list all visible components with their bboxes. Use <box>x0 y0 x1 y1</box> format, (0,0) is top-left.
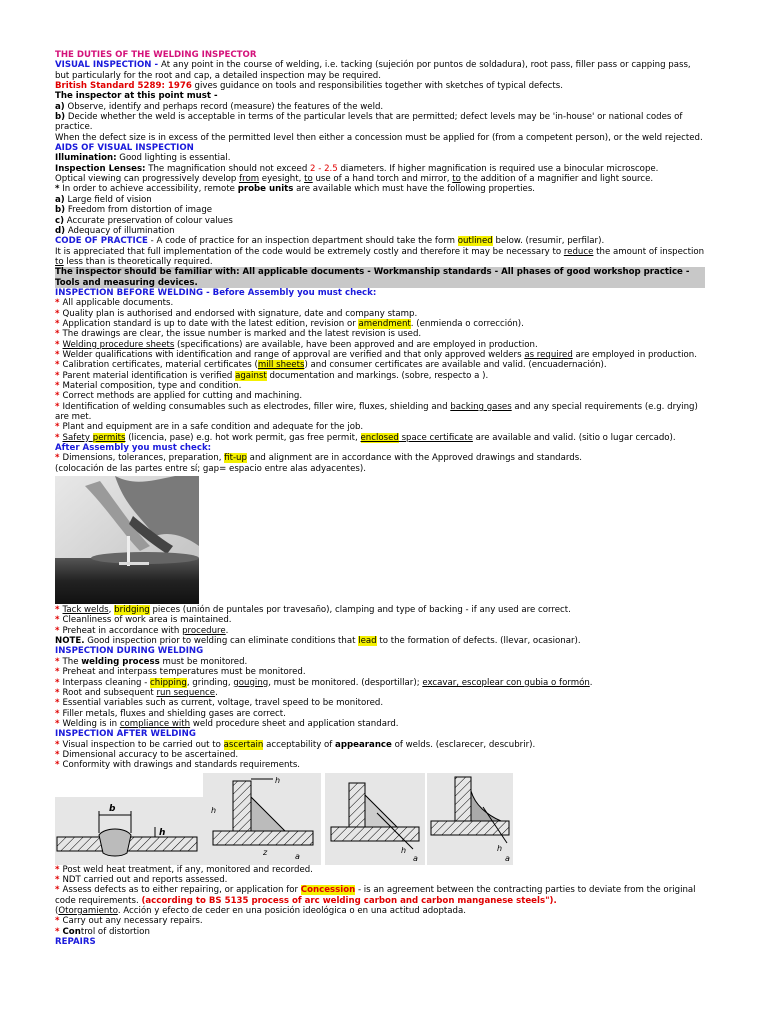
fillet-weld-figure-2 <box>325 773 425 865</box>
after-welding-item: * Carry out any necessary repairs. <box>55 916 203 927</box>
before-item: * Quality plan is authorised and endorsed with signature, date and company stamp. <box>55 308 418 319</box>
after-assembly-heading: After Assembly you must check: <box>55 443 212 454</box>
weld-dimension-figures <box>55 773 705 865</box>
fig-label-h5: h <box>497 843 503 853</box>
illumination-line: Illumination: Good lighting is essential. <box>55 153 231 164</box>
fig-label-a2: a <box>413 853 418 863</box>
property-b: b) Freedom from distortion of image <box>55 205 213 216</box>
fig-label-z: z <box>263 847 268 857</box>
document-page <box>55 50 705 947</box>
after-assembly-item: * Cleanliness of work area is maintained. <box>55 615 232 626</box>
before-item: * Material composition, type and condition. <box>55 381 242 391</box>
fig-label-h2: h <box>275 775 281 785</box>
after-welding-item: * Visual inspection to be carried out to ascertain acceptability of appearance of welds. (esclarecer, descubrir). <box>55 739 536 750</box>
before-item: * Safety permits (licencia, pase) e.g. hot work permit, gas free permit, enclosed space certificate are available and valid. (sitio o lugar cercado). <box>55 432 676 443</box>
lenses-line: Inspection Lenses: The magnification should not exceed 2 - 2.5 diameters. If higher magnification is required use a binocular microscope. <box>55 163 659 174</box>
after-welding-heading: INSPECTION AFTER WELDING <box>55 729 196 740</box>
during-item: * Preheat and interpass temperatures must be monitored. <box>55 667 306 678</box>
code-of-practice-line: CODE OF PRACTICE - A code of practice for an inspection department should take the form outlined below. (resumir, perfilar). <box>55 236 605 247</box>
after-welding-item: * Control of distortion <box>55 926 150 937</box>
before-item: * Application standard is up to date with the latest edition, revision or amendment. (enmienda o corrección). <box>55 318 524 329</box>
after-assembly-item: * Preheat in accordance with procedure. <box>55 625 229 636</box>
fillet-weld-figure-3 <box>427 773 513 865</box>
before-item: * Correct methods are applied for cutting and machining. <box>55 391 303 402</box>
fig-label-a: a <box>295 851 300 861</box>
after-welding-item: * Assess defects as to either repairing, or application for Concession - is an agreement between the contracting parties to deviate from the original code requirements. (according to BS 5135 process of arc welding carbon and carbon manganese steels"). <box>55 885 696 906</box>
familiar-with-block: The inspector should be familiar with: All applicable documents - Workmanship standards - All phases of good workshop practice - Tools and measuring devices. <box>55 267 705 288</box>
fillet-weld-figure <box>203 773 321 865</box>
code-cost-line: It is appreciated that full implementation of the code would be extremely costly and therefore it may be necessary to reduce the amount of inspection to less than is theoretically required. <box>55 246 705 267</box>
defect-size-text: When the defect size is in excess of the permitted level then either a concession must be applied for (from a competent person), or the weld rejected. <box>55 132 703 143</box>
during-welding-heading: INSPECTION DURING WELDING <box>55 646 204 657</box>
must-item-a: a) Observe, identify and perhaps record (measure) the features of the weld. <box>55 101 384 112</box>
after-welding-item: * Dimensional accuracy to be ascertained. <box>55 749 239 760</box>
during-item: * Interpass cleaning - chipping, grinding, gouging, must be monitored. (desportillar); excavar, escoplear con gubia o formón. <box>55 677 593 688</box>
before-item: * Parent material identification is verified against documentation and markings. (sobre, respecto a ). <box>55 370 489 381</box>
during-item: * Welding is in compliance with weld procedure sheet and application standard. <box>55 718 399 729</box>
visual-inspection-heading: VISUAL INSPECTION - <box>55 60 162 71</box>
before-item: * The drawings are clear, the issue number is marked and the latest revision is used. <box>55 329 422 340</box>
british-standard-line: British Standard 5289: 1976 gives guidance on tools and responsibilities together with sketches of typical defects. <box>55 81 563 92</box>
property-c: c) Accurate preservation of colour values <box>55 215 233 226</box>
during-item: * Filler metals, fluxes and shielding gases are correct. <box>55 708 286 719</box>
before-item: * Welding procedure sheets (specifications) are available, have been approved and are employed in production. <box>55 339 538 350</box>
after-welding-item: * Post weld heat treatment, if any, monitored and recorded. <box>55 864 313 875</box>
property-a: a) Large field of vision <box>55 194 152 205</box>
remote-probe-line: * In order to achieve accessibility, remote probe units are available which must have the following properties. <box>55 184 536 195</box>
visual-inspection-intro: VISUAL INSPECTION - At any point in the course of welding, i.e. tacking (sujeción por puntos de soldadura), root pass, filler pass or capping pass, but particularly for the root and cap, a detailed inspection may be required. <box>55 60 691 81</box>
repairs-heading: REPAIRS <box>55 937 96 947</box>
after-assembly-item: * Dimensions, tolerances, preparation, fit-up and alignment are in accordance with the Approved drawings and standards. <box>55 453 582 464</box>
fig-label-h3: h <box>211 805 217 815</box>
concession-definition: (Otorgamiento. Acción y efecto de ceder en una posición ideológica o en una actitud adoptada. <box>55 905 466 916</box>
fig-label-a3: a <box>505 853 510 863</box>
inspector-must-heading: The inspector at this point must - <box>55 91 218 102</box>
british-standard-label: British Standard 5289: 1976 <box>55 81 192 92</box>
before-item: * Welder qualifications with identification and range of approval are verified and that only approved welders as required are employed in production. <box>55 349 697 360</box>
fig-label-b: b <box>109 803 116 814</box>
after-welding-item: * NDT carried out and reports assessed. <box>55 874 228 885</box>
property-d: d) Adequacy of illumination <box>55 225 175 236</box>
welding-inspection-photo <box>55 476 199 604</box>
fig-label-h4: h <box>401 845 407 855</box>
during-item: * The welding process must be monitored. <box>55 656 248 667</box>
fig-label-h: h <box>159 827 166 838</box>
during-item: * Essential variables such as current, voltage, travel speed to be monitored. <box>55 698 384 709</box>
butt-weld-figure <box>55 797 203 865</box>
after-welding-item: * Conformity with drawings and standards requirements. <box>55 760 301 771</box>
aids-heading: AIDS OF VISUAL INSPECTION <box>55 143 194 154</box>
before-item: * Identification of welding consumables such as electrodes, filler wire, fluxes, shielding and backing gases and any special requirements (e.g. drying) are met. <box>55 401 698 423</box>
before-item: * Calibration certificates, material certificates (mill sheets) and consumer certificates are available and valid. (encuadernación). <box>55 360 607 371</box>
after-assembly-note: (colocación de las partes entre sí; gap= espacio entre alas adyacentes). <box>55 463 366 474</box>
before-item: * All applicable documents. <box>55 298 174 309</box>
after-assembly-item: * Tack welds, bridging pieces (unión de puntales por travesaño), clamping and type of backing - if any used are correct. <box>55 605 571 616</box>
during-item: * Root and subsequent run sequence. <box>55 687 218 698</box>
must-item-b: b) Decide whether the weld is acceptable in terms of the particular levels that are permitted; defect levels may be 'in-house' or national codes of practice. <box>55 112 683 133</box>
optical-viewing-line: Optical viewing can progressively develop from eyesight, to use of a hand torch and mirror, to the addition of a magnifier and light source. <box>55 174 654 185</box>
document-title: THE DUTIES OF THE WELDING INSPECTOR <box>55 50 257 60</box>
before-item: * Plant and equipment are in a safe condition and adequate for the job. <box>55 422 364 433</box>
note-line: NOTE. Good inspection prior to welding can eliminate conditions that lead to the formation of defects. (llevar, ocasionar). <box>55 636 581 647</box>
before-welding-heading: INSPECTION BEFORE WELDING - Before Assembly you must check: <box>55 287 377 298</box>
